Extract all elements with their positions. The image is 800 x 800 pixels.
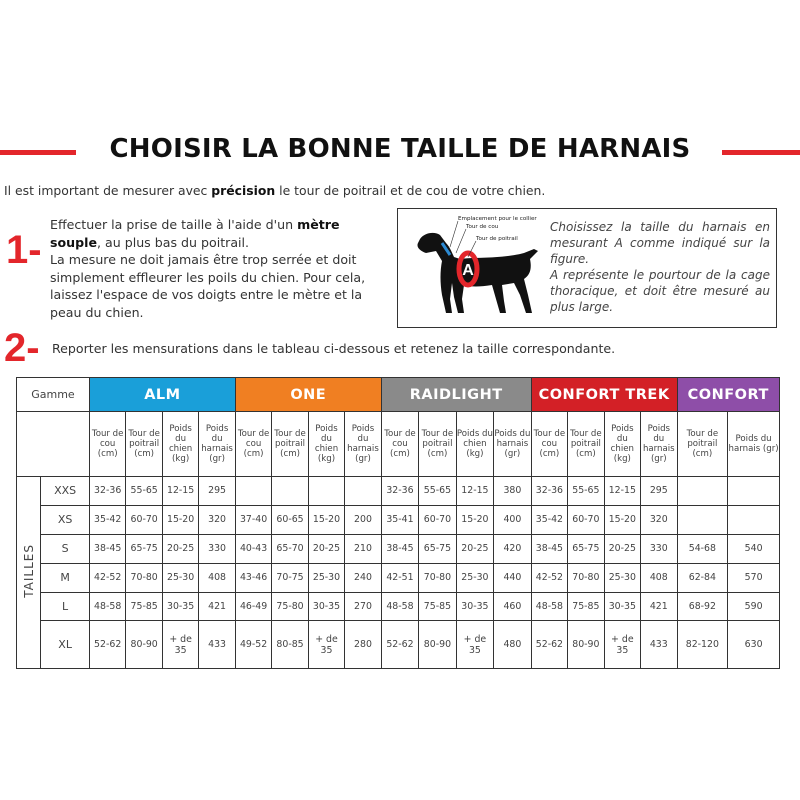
column-header-empty [17,412,90,477]
table-cell: 42-51 [381,563,418,592]
table-cell: 38-45 [531,534,567,563]
table-cell: 20-25 [456,534,493,563]
table-cell: 80-85 [272,621,308,669]
size-table-body [17,477,780,669]
table-cell: 30-35 [604,592,640,621]
page-title: CHOISIR LA BONNE TAILLE DE HARNAIS [109,134,691,164]
table-cell: 82-120 [677,621,728,669]
table-cell: 240 [345,563,381,592]
table-cell: 48-58 [531,592,567,621]
table-cell: 295 [641,477,677,506]
table-cell: 75-85 [419,592,456,621]
table-cell: 65-75 [126,534,162,563]
column-header: Poids du chien (kg) [308,412,344,477]
table-cell: 433 [641,621,677,669]
brand-alm: ALM [89,378,235,412]
intro-text: Il est important de mesurer avec précision le tour de poitrail et de cou de votre chien. [4,183,546,198]
table-cell: 320 [199,505,235,534]
table-cell: + de 35 [162,621,198,669]
table-cell: + de 35 [456,621,493,669]
table-cell: 590 [728,592,780,621]
table-cell: 70-75 [272,563,308,592]
column-header: Tour de poitrail (cm) [126,412,162,477]
table-cell: 25-30 [308,563,344,592]
size-label: XL [41,621,90,669]
table-cell: 35-42 [531,505,567,534]
table-cell: 48-58 [381,592,418,621]
table-cell [728,505,780,534]
table-cell: 52-62 [381,621,418,669]
table-cell: 270 [345,592,381,621]
table-cell: 42-52 [531,563,567,592]
column-header: Tour de cou (cm) [235,412,271,477]
table-cell [235,477,271,506]
table-cell: 48-58 [89,592,125,621]
table-cell: 380 [494,477,532,506]
size-label: XXS [41,477,90,506]
table-cell: 70-80 [126,563,162,592]
table-cell: 20-25 [604,534,640,563]
table-cell: 70-80 [568,563,604,592]
table-cell: 420 [494,534,532,563]
table-cell: 15-20 [456,505,493,534]
table-cell: 330 [199,534,235,563]
table-cell: 433 [199,621,235,669]
step-1-number: 1- [6,228,42,272]
table-cell: 480 [494,621,532,669]
table-cell: 35-41 [381,505,418,534]
table-cell: 55-65 [126,477,162,506]
table-cell: 15-20 [308,505,344,534]
table-cell: 38-45 [89,534,125,563]
table-cell: 65-75 [419,534,456,563]
table-cell: + de 35 [308,621,344,669]
table-cell [272,477,308,506]
brand-one: ONE [235,378,381,412]
table-cell: 330 [641,534,677,563]
table-cell: 60-70 [568,505,604,534]
table-cell: 210 [345,534,381,563]
table-cell: 12-15 [162,477,198,506]
column-header: Tour de poitrail (cm) [272,412,308,477]
table-cell: 25-30 [456,563,493,592]
table-cell: 460 [494,592,532,621]
table-cell [677,505,728,534]
table-cell: 570 [728,563,780,592]
table-cell: 75-80 [272,592,308,621]
table-cell: 80-90 [568,621,604,669]
size-table [16,377,780,669]
table-cell: 400 [494,505,532,534]
size-label: XS [41,505,90,534]
column-header: Tour de poitrail (cm) [419,412,456,477]
table-cell: 70-80 [419,563,456,592]
table-cell [345,477,381,506]
table-cell: 32-36 [531,477,567,506]
column-header: Tour de cou (cm) [381,412,418,477]
column-header: Poids du chien (kg) [456,412,493,477]
table-row [17,621,780,669]
table-cell: 37-40 [235,505,271,534]
table-cell: 38-45 [381,534,418,563]
size-label: S [41,534,90,563]
table-cell: 15-20 [604,505,640,534]
step-2-text: Reporter les mensurations dans le tableau ci-dessous et retenez la taille correspondante. [52,341,616,356]
table-cell: 65-70 [272,534,308,563]
figure-caption: Choisissez la taille du harnais en mesurant A comme indiqué sur la figure. A représente le pourtour de la cage thoracique, et doit être mesuré au plus large. [550,220,770,314]
table-cell: 40-43 [235,534,271,563]
table-cell: 20-25 [308,534,344,563]
table-cell: 25-30 [162,563,198,592]
table-cell: 12-15 [604,477,640,506]
table-cell [677,477,728,506]
table-cell: 80-90 [126,621,162,669]
table-cell: 540 [728,534,780,563]
table-cell: 25-30 [604,563,640,592]
table-cell: 12-15 [456,477,493,506]
table-cell: 55-65 [419,477,456,506]
table-cell: 42-52 [89,563,125,592]
table-cell: 20-25 [162,534,198,563]
table-cell: 65-75 [568,534,604,563]
table-cell: 60-70 [126,505,162,534]
table-cell: 320 [641,505,677,534]
column-header: Tour de cou (cm) [89,412,125,477]
column-header: Poids du chien (kg) [162,412,198,477]
table-cell: 54-68 [677,534,728,563]
title-rule-right [722,150,800,155]
table-cell: 60-65 [272,505,308,534]
brand-row [17,378,780,412]
brand-raidlight: RAIDLIGHT [381,378,531,412]
column-header: Tour de poitrail (cm) [568,412,604,477]
table-cell: 30-35 [456,592,493,621]
figure-label-poitrail: Tour de poitrail [476,236,518,242]
column-header: Tour de cou (cm) [531,412,567,477]
brand-confort: CONFORT [677,378,779,412]
table-row [17,477,780,506]
step-2-number: 2- [4,326,40,370]
title-row [0,132,800,172]
size-label: L [41,592,90,621]
table-cell: 62-84 [677,563,728,592]
figure-label-collier: Emplacement pour le collier [458,216,537,222]
table-cell: 15-20 [162,505,198,534]
table-row [17,505,780,534]
column-header: Poids du chien (kg) [604,412,640,477]
table-cell: 32-36 [381,477,418,506]
table-cell: 200 [345,505,381,534]
table-cell: 421 [199,592,235,621]
title-rule-left [0,150,76,155]
table-cell: 60-70 [419,505,456,534]
table-cell: 30-35 [308,592,344,621]
table-cell: 68-92 [677,592,728,621]
column-header: Poids du harnais (gr) [199,412,235,477]
step-1-text: Effectuer la prise de taille à l'aide d'un mètre souple, au plus bas du poitrail. La mesure ne doit jamais être trop serrée et doit simplement effleurer les poils du chien. Pour cela, laissez l'espace de vos doigts entre le mètre et la peau du chien. [50,217,366,320]
table-cell: 55-65 [568,477,604,506]
table-cell: 80-90 [419,621,456,669]
table-cell: 35-42 [89,505,125,534]
table-cell: 280 [345,621,381,669]
table-cell: 75-85 [126,592,162,621]
column-header-row [17,412,780,477]
table-cell: 30-35 [162,592,198,621]
table-cell: 52-62 [531,621,567,669]
figure-label-cou: Tour de cou [466,224,499,230]
table-row [17,563,780,592]
table-cell: 295 [199,477,235,506]
table-cell [728,477,780,506]
table-row [17,534,780,563]
column-header: Poids du harnais (gr) [728,412,780,477]
table-row [17,592,780,621]
table-cell [308,477,344,506]
tailles-label: TAILLES [21,543,36,598]
column-header: Tour de poitrail (cm) [677,412,728,477]
table-cell: 43-46 [235,563,271,592]
table-cell: 408 [641,563,677,592]
measurement-figure [397,208,777,328]
table-cell: 32-36 [89,477,125,506]
table-cell: 75-85 [568,592,604,621]
table-cell: 49-52 [235,621,271,669]
column-header: Poids du harnais (gr) [494,412,532,477]
table-cell: 408 [199,563,235,592]
column-header: Poids du harnais (gr) [641,412,677,477]
tailles-label-cell [17,477,41,669]
table-cell: 630 [728,621,780,669]
svg-text:A: A [462,262,474,279]
table-cell: 440 [494,563,532,592]
table-cell: 421 [641,592,677,621]
size-label: M [41,563,90,592]
gamme-label: Gamme [17,378,90,412]
brand-confort-trek: CONFORT TREK [531,378,677,412]
dog-measurement-illustration [406,213,556,325]
table-cell: 46-49 [235,592,271,621]
column-header: Poids du harnais (gr) [345,412,381,477]
table-cell: + de 35 [604,621,640,669]
table-cell: 52-62 [89,621,125,669]
